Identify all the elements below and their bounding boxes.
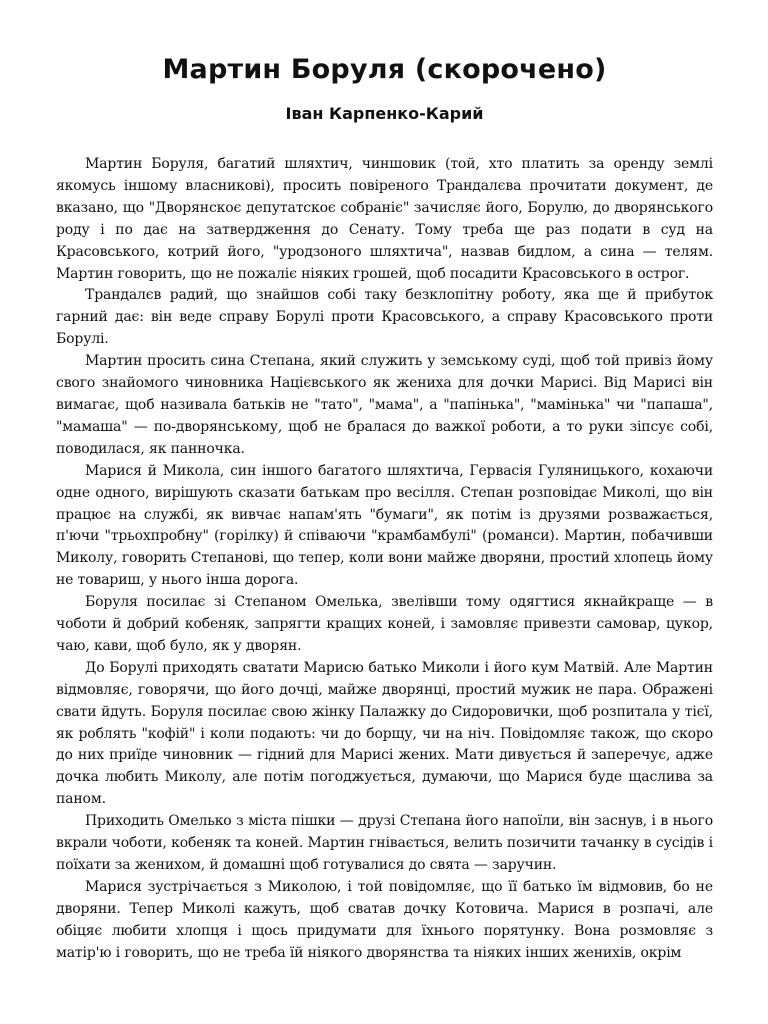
document-page: [56, 50, 713, 965]
paragraph: Трандалєв радий, що знайшов собі таку безклопітну роботу, яка ще й прибуток гарний дає: він веде справу Борулі проти Красовського, а справу Красовського проти Борулі.: [56, 287, 713, 348]
paragraph: Марися зустрічається з Миколою, і той повідомляє, що її батько їм відмовив, бо не дворяни. Тепер Миколі кажуть, щоб сватав дочку Котовича. Марися в розпачі, але обіцяє любити хлопця і щось придумати для їхнього порятунку. Вона розмовляє з матір'ю і говорить, що не треба їй ніякого дворянства та ніяких інших женихів, окрім: [56, 878, 713, 961]
document-body: [56, 154, 713, 965]
document-author: Іван Карпенко-Карий: [285, 104, 484, 123]
paragraph: Боруля посилає зі Степаном Омелька, звелівши тому одягтися якнайкраще — в чоботи й добрий кобеняк, запрягти кращих коней, і замовляє привезти самовар, цукор, чаю, кави, щоб було, як у дворян.: [56, 594, 713, 654]
paragraph: Мартин Боруля, багатий шляхтич, чиншовик (той, хто платить за оренду землі якомусь іншому власникові), просить повіреного Трандалєва прочитати документ, де вказано, що "Дворянскоє депутатскоє собраніє" зачисляє його, Борулю, до дворянського роду і по дає на затвердження до Сенату. Тому треба ще раз подати в суд на Красовського, котрий його, "уродзоного шляхтича", назвав бидлом, а сина — телям. Мартин говорить, що не пожаліє ніяких грошей, щоб посадити Красовського в острог.: [56, 156, 713, 282]
paragraph: Мартин просить сина Степана, який служить у земському суді, щоб той привіз йому свого знайомого чиновника Націєвського як жениха для дочки Марисі. Від Марисі він вимагає, щоб називала батьків не "тато", "мама", а "папінька", "мамінька" чи "папаша", "мамаша" — по-дворянському, щоб не бралася до важкої роботи, а то руки зіпсує собі, поводилася, як панночка.: [56, 353, 713, 457]
document-title: Мартин Боруля (скорочено): [162, 54, 607, 85]
paragraph: Приходить Омелько з міста пішки — друзі Степана його напоїли, він заснув, і в нього вкрали чоботи, кобеняк та коней. Мартин гнівається, велить позичити тачанку в сусідів і поїхати за женихом, й домашні щоб готувалися до свята — заручин.: [56, 813, 713, 873]
paragraph: До Борулі приходять сватати Марисю батько Миколи і його кум Матвій. Але Мартин відмовляє, говорячи, що його дочці, майже дворянці, простий мужик не пара. Ображені свати йдуть. Боруля посилає свою жінку Палажку до Сидоровички, щоб розпитала у тієї, як роблять "кофій" і коли подають: чи до борщу, чи на ніч. Повідомляє також, що скоро до них приїде чиновник — гідний для Марисі жених. Мати дивується й заперечує, адже дочка любить Миколу, але потім погоджується, думаючи, що Марися буде щаслива за паном.: [56, 659, 713, 808]
paragraph: Марися й Микола, син іншого багатого шляхтича, Гервасія Гуляницького, кохаючи одне одного, вирішують сказати батькам про весілля. Степан розповідає Миколі, що він працює на службі, як вивчає напам'ять "бумаги", як потім із друзями розважається, п'ючи "трьохпробну" (горілку) й співаючи "крамбамбулі" (романси). Мартин, побачивши Миколу, говорить Степанові, що тепер, коли вони майже дворяни, простий хлопець йому не товариш, у нього інша дорога.: [56, 462, 713, 589]
